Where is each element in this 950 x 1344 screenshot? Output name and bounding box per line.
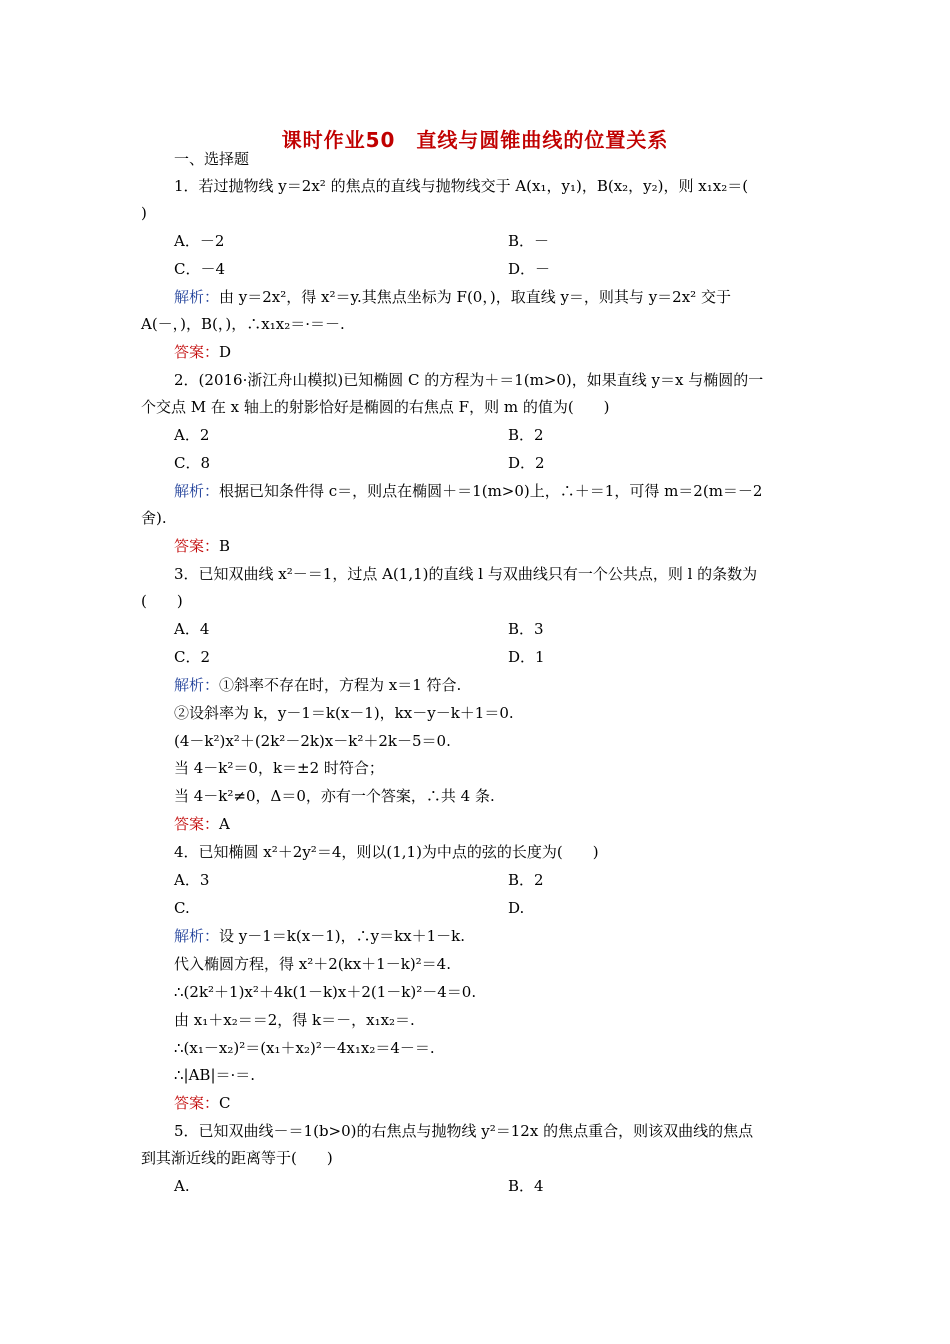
q2-option-b: B．2 <box>508 426 544 444</box>
q4-option-d: D. <box>508 899 525 917</box>
q1-solution-line2: A(－，)，B(，)，∴x₁x₂＝·＝－. <box>141 315 345 333</box>
q5-stem-line1: 5．已知双曲线－＝1(b>0)的右焦点与抛物线 y²＝12x 的焦点重合，则该双曲线的焦点 <box>174 1122 754 1140</box>
q3-option-c: C．2 <box>174 648 211 666</box>
q1-solution-text1: 由 y＝2x²，得 x²＝y.其焦点坐标为 F(0，)，取直线 y＝，则其与 y＝2x² 交于 <box>219 288 731 306</box>
q3-stem-line1: 3．已知双曲线 x²－＝1，过点 A(1,1)的直线 l 与双曲线只有一个公共点，则 l 的条数为 <box>174 565 758 583</box>
q2-stem-line2: 个交点 M 在 x 轴上的射影恰好是椭圆的右焦点 F，则 m 的值为( ) <box>141 398 610 416</box>
q4-solution-line1 <box>174 926 465 946</box>
q2-option-a: A．2 <box>174 426 210 444</box>
q1-option-a: A．－2 <box>174 232 225 250</box>
q2-solution-line2: 舍). <box>141 509 167 527</box>
q4-option-a: A．3 <box>174 871 210 889</box>
q5-option-b: B．4 <box>508 1177 544 1195</box>
q3-option-a: A．4 <box>174 620 210 638</box>
q2-solution-line1 <box>174 481 762 501</box>
q3-solution-line1 <box>174 675 461 695</box>
q3-solution-line4: 当 4－k²＝0，k＝±2 时符合； <box>174 759 384 777</box>
q2-answer <box>174 536 230 556</box>
q4-answer <box>174 1093 231 1113</box>
q1-option-c: C．－4 <box>174 260 226 278</box>
q4-solution-line5: ∴(x₁－x₂)²＝(x₁＋x₂)²－4x₁x₂＝4－＝. <box>174 1039 435 1057</box>
q3-option-b: B．3 <box>508 620 544 638</box>
q3-solution-line2: ②设斜率为 k，y－1＝k(x－1)，kx－y－k＋1＝0. <box>174 704 514 722</box>
q5-stem-line2: 到其渐近线的距离等于( ) <box>141 1149 333 1167</box>
q3-answer-value: A <box>219 815 230 833</box>
q2-option-d: D．2 <box>508 454 545 472</box>
q2-solution-label: 解析： <box>174 482 220 500</box>
q1-answer-label: 答案： <box>174 343 220 361</box>
q2-option-c: C．8 <box>174 454 211 472</box>
q4-solution-label: 解析： <box>174 927 220 945</box>
q4-stem-line1: 4．已知椭圆 x²＋2y²＝4，则以(1,1)为中点的弦的长度为( ) <box>174 843 599 861</box>
section-heading: 一、选择题 <box>174 150 250 168</box>
q1-stem-line2: ) <box>141 204 147 222</box>
q4-solution-line6: ∴|AB|＝·＝. <box>174 1066 256 1084</box>
q1-answer <box>174 342 231 362</box>
q2-answer-label: 答案： <box>174 537 220 555</box>
q1-solution-line1 <box>174 287 731 307</box>
q3-solution-line3: (4－k²)x²＋(2k²－2k)x－k²＋2k－5＝0. <box>174 732 451 750</box>
q4-option-b: B．2 <box>508 871 544 889</box>
q4-solution-text1: 设 y－1＝k(x－1)，∴y＝kx＋1－k. <box>219 927 466 945</box>
q4-solution-line2: 代入椭圆方程，得 x²＋2(kx＋1－k)²＝4. <box>174 955 451 973</box>
q4-answer-label: 答案： <box>174 1094 220 1112</box>
q1-solution-label: 解析： <box>174 288 220 306</box>
q2-stem-line1: 2．(2016·浙江舟山模拟)已知椭圆 C 的方程为＋＝1(m>0)，如果直线 y＝x 与椭圆的一 <box>174 371 764 389</box>
q1-option-b: B．－ <box>508 232 550 250</box>
q5-option-a: A. <box>174 1177 190 1195</box>
q3-solution-line5: 当 4－k²≠0，Δ＝0，亦有一个答案，∴共 4 条. <box>174 787 495 805</box>
q4-solution-line3: ∴(2k²＋1)x²＋4k(1－k)x＋2(1－k)²－4＝0. <box>174 983 477 1001</box>
q1-option-d: D．－ <box>508 260 551 278</box>
q3-option-d: D．1 <box>508 648 545 666</box>
q3-solution-label: 解析： <box>174 676 220 694</box>
q2-solution-text1: 根据已知条件得 c＝，则点在椭圆＋＝1(m>0)上，∴＋＝1，可得 m＝2(m＝－2 <box>219 482 763 500</box>
q1-stem-line1: 1．若过抛物线 y＝2x² 的焦点的直线与抛物线交于 A(x₁，y₁)，B(x₂，y₂)，则 x₁x₂＝( <box>174 177 749 195</box>
page-title: 课时作业50 直线与圆锥曲线的位置关系 <box>281 128 669 152</box>
q1-answer-value: D <box>219 343 232 361</box>
q4-answer-value: C <box>219 1094 231 1112</box>
q4-option-c: C. <box>174 899 190 917</box>
q3-answer-label: 答案： <box>174 815 220 833</box>
q3-solution-text1: ①斜率不存在时，方程为 x＝1 符合. <box>219 676 462 694</box>
q2-answer-value: B <box>219 537 231 555</box>
q4-solution-line4: 由 x₁＋x₂＝＝2，得 k＝－，x₁x₂＝. <box>174 1011 415 1029</box>
q3-answer <box>174 814 230 834</box>
q3-stem-line2: ( ) <box>141 592 183 610</box>
